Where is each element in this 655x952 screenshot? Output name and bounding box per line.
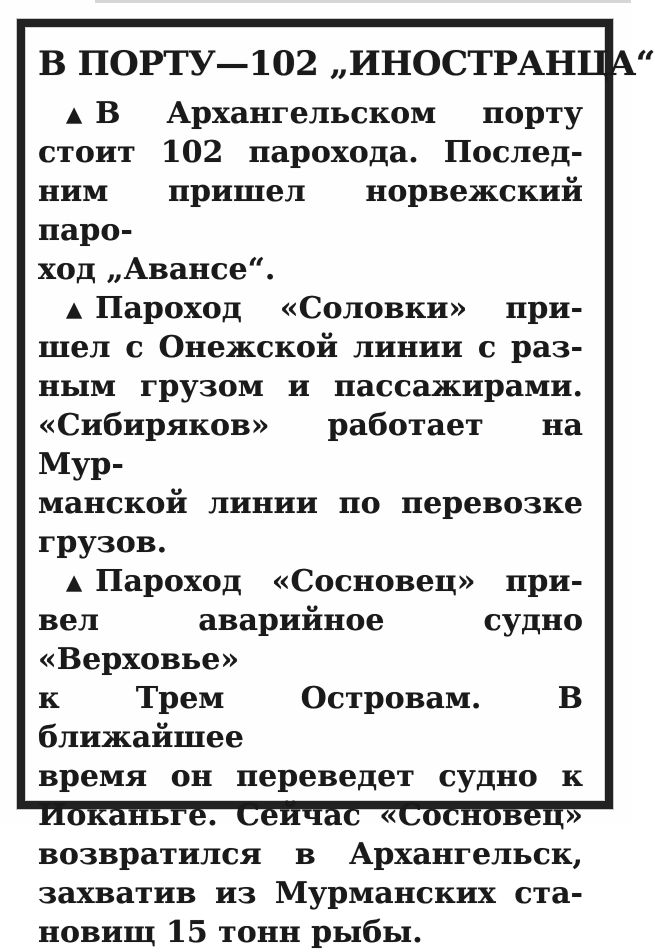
- line-text: Пароход «Соловки» при-: [95, 291, 583, 326]
- article-line: ним пришел норвежский паро-: [38, 174, 583, 248]
- line-text: Пароход «Сосновец» при-: [95, 564, 583, 599]
- article-paragraph-3: [38, 562, 583, 952]
- article-line: ход „Авансе“.: [38, 252, 276, 287]
- line-text: В Архангельском порту: [95, 96, 583, 131]
- article-line: Иоканьге. Сейчас «Сосновец»: [38, 798, 583, 833]
- article-line: вел аварийное судно «Верховье»: [38, 603, 583, 677]
- article-line: стоит 102 парохода. Послед-: [38, 135, 583, 170]
- article-line: возвратился в Архангельск,: [38, 837, 583, 872]
- article-line: грузов.: [38, 525, 168, 560]
- article-line: новищ 15 тонн рыбы.: [38, 915, 423, 950]
- triangle-bullet-icon: ▲: [66, 297, 83, 321]
- article-paragraph-2: [38, 289, 583, 562]
- triangle-bullet-icon: ▲: [66, 570, 83, 594]
- article-border-frame: [17, 19, 655, 950]
- scan-artifact-top-edge: [95, 0, 631, 3]
- article-line: [38, 94, 583, 133]
- article-line: «Сибиряков» работает на Мур-: [38, 408, 583, 482]
- article-line: время он переведет судно к: [38, 759, 583, 794]
- article-line: манской линии по перевозке: [38, 486, 583, 521]
- article-line: ным грузом и пассажирами.: [38, 369, 583, 404]
- article-line: [38, 289, 583, 328]
- article-line: захватив из Мурманских ста-: [38, 876, 583, 911]
- article-line: к Трем Островам. В ближайшее: [38, 681, 583, 755]
- article-title: В ПОРТУ—102 „ИНОСТРАНЦА“: [38, 44, 655, 84]
- triangle-bullet-icon: ▲: [66, 102, 83, 126]
- article-paragraph-1: [38, 94, 583, 289]
- article-line: [38, 562, 583, 601]
- article-line: шел с Онежской линии с раз-: [38, 330, 583, 365]
